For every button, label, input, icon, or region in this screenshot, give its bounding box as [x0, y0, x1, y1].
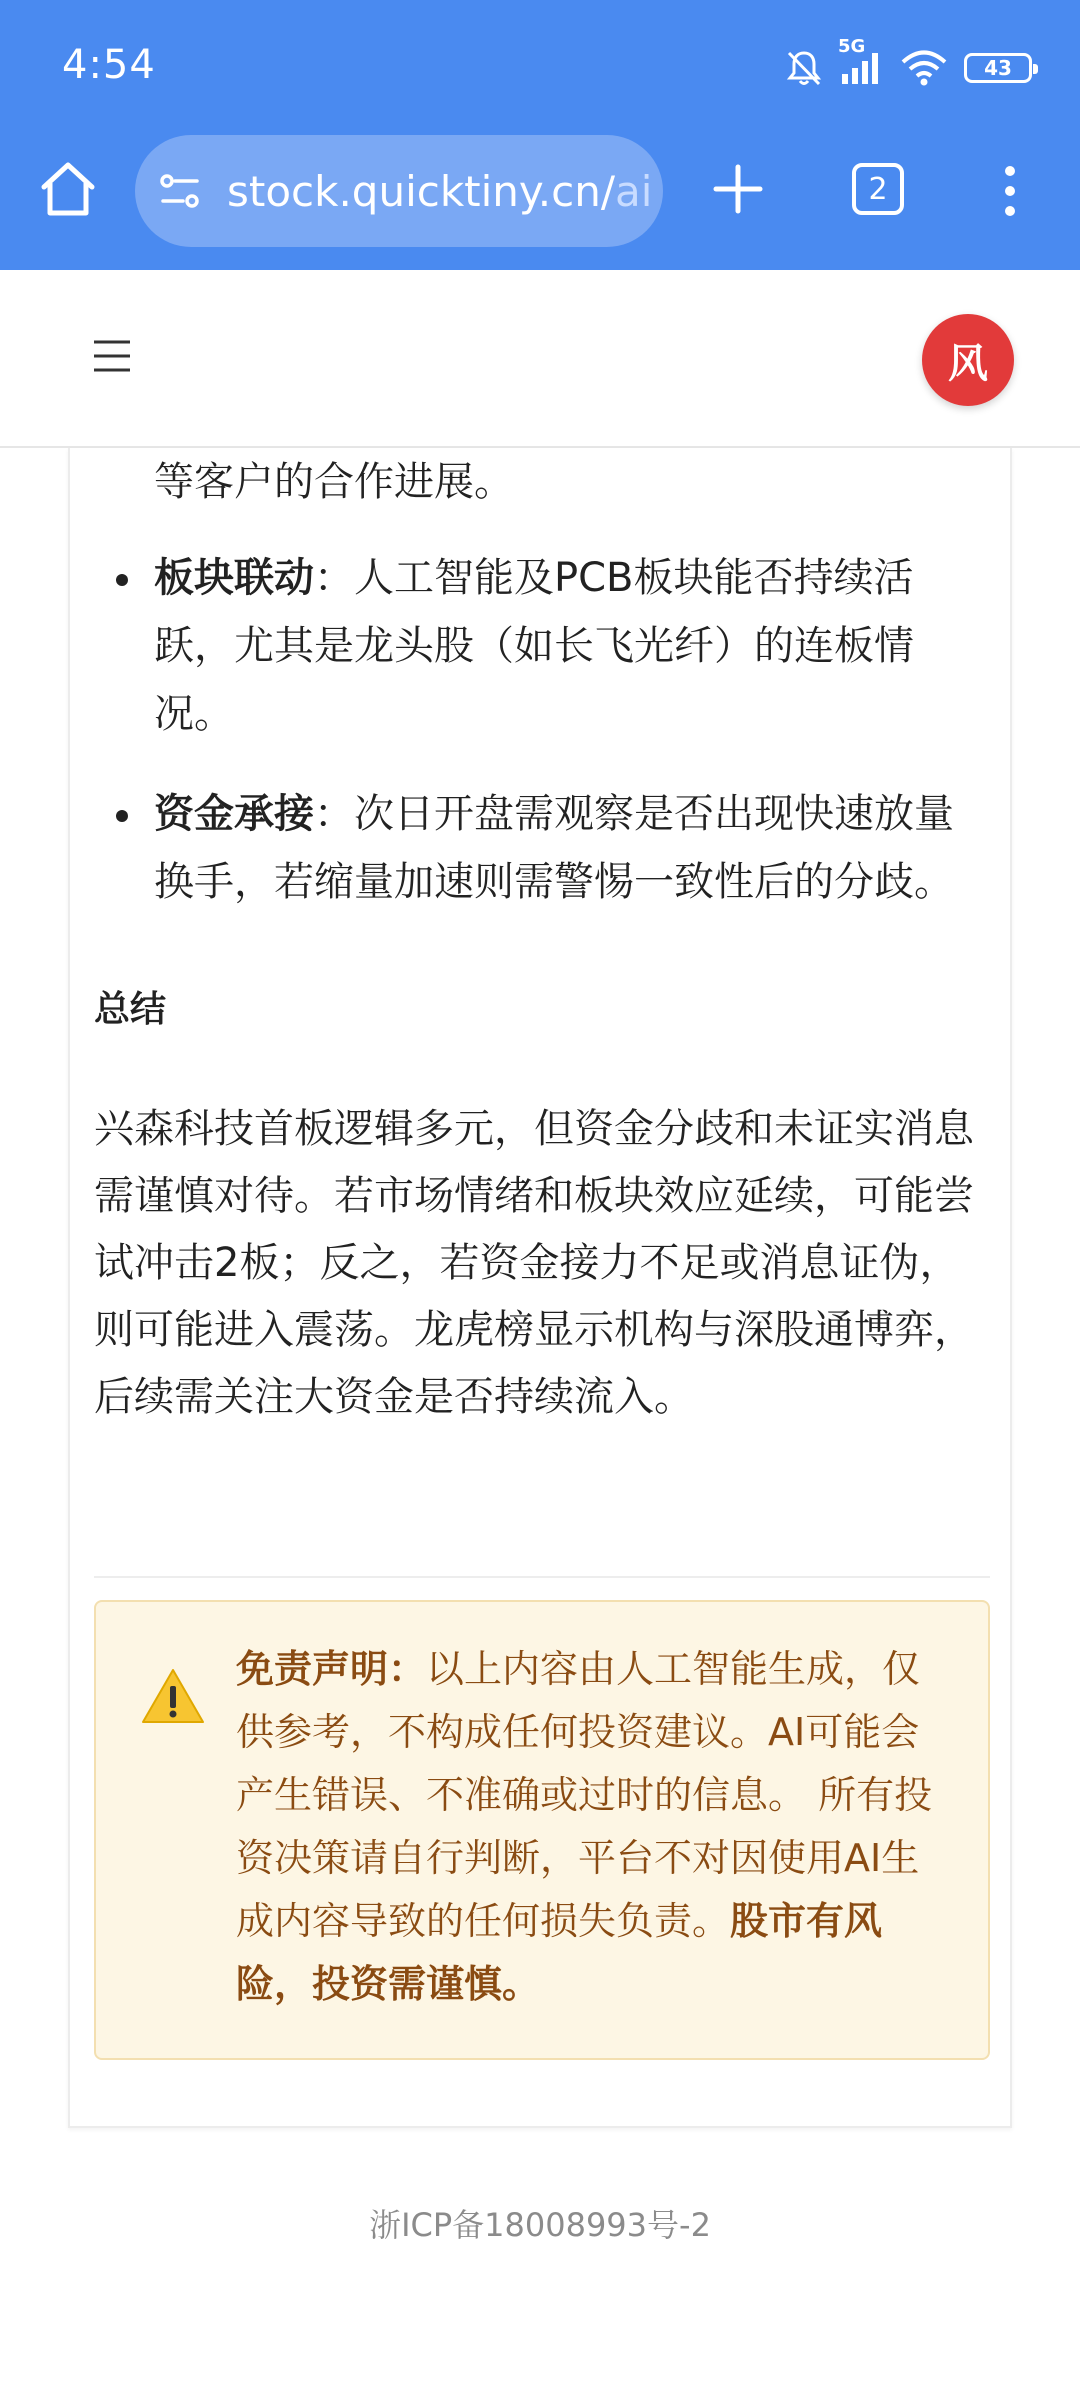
bullet-text: 人工智能及PCB板块能否持续活跃，尤其是龙头股（如长飞光纤）的连板情况。 [154, 555, 914, 737]
browser-toolbar [0, 135, 1080, 255]
list-item [94, 780, 990, 916]
url-text [227, 167, 652, 216]
avatar-initial: 风 [948, 340, 988, 387]
summary-paragraph: 兴森科技首板逻辑多元，但资金分歧和未证实消息需谨慎对待。若市场情绪和板块效应延续，可能尝试冲击2板；反之，若资金接力不足或消息证伪，则可能进入震荡。龙虎榜显示机构与深股通博弈，后续需关注大资金是否持续流入。 [94, 1106, 974, 1420]
address-bar[interactable] [135, 135, 663, 247]
more-menu-icon[interactable] [990, 159, 1030, 223]
icp-footer[interactable] [0, 2200, 1080, 2246]
disclaimer-body: 以上内容由人工智能生成，仅供参考，不构成任何投资建议。AI可能会产生错误、不准确或过时的信息。 所有投资决策请自行判断，平台不对因使用AI生成内容导致的任何损失负责。 [236, 1647, 933, 1943]
disclaimer-emphasis: 股市有风险，投资需谨慎。 [236, 1899, 883, 2006]
summary-heading: 总结 [94, 989, 167, 1030]
tab-switcher-button[interactable] [852, 163, 904, 215]
mute-bell-icon [784, 48, 824, 88]
disclaimer-box [94, 1600, 990, 2060]
warning-icon [140, 1666, 206, 1726]
article-content [94, 448, 990, 1431]
url-path: ai [615, 166, 653, 216]
network-type-label: 5G [838, 36, 866, 57]
url-host: stock.quicktiny.cn/ [227, 166, 616, 216]
article-card [68, 448, 1012, 2128]
list-item [94, 544, 990, 748]
disclaimer-label: 免责声明： [236, 1647, 427, 1691]
article-tail-line: 等客户的合作进展。 [154, 459, 514, 505]
bullet-text: 次日开盘需观察是否出现快速放量换手，若缩量加速则需警惕一致性后的分歧。 [154, 791, 954, 905]
user-avatar[interactable] [922, 314, 1014, 406]
bullet-term: 资金承接 [154, 791, 314, 837]
site-settings-icon[interactable] [155, 166, 205, 216]
home-icon[interactable] [36, 157, 100, 221]
site-header [0, 270, 1080, 448]
key-points-list [94, 544, 990, 916]
battery-icon [964, 53, 1032, 83]
icp-link[interactable]: 浙ICP备18008993号-2 [369, 2206, 711, 2244]
browser-chrome [0, 0, 1080, 270]
status-icons [784, 36, 1032, 92]
cellular-signal-icon [838, 36, 884, 86]
wifi-icon [900, 49, 948, 87]
divider [94, 1576, 990, 1578]
status-time: 4:54 [62, 42, 156, 88]
bullet-separator: ： [314, 791, 354, 837]
hamburger-menu-icon[interactable] [92, 336, 132, 376]
new-tab-icon[interactable] [706, 157, 770, 221]
tab-count: 2 [868, 171, 888, 207]
disclaimer-text [236, 1638, 956, 2016]
bullet-term: 板块联动 [154, 555, 314, 601]
bullet-separator: ： [314, 555, 354, 601]
battery-level: 43 [984, 56, 1012, 80]
status-bar [0, 0, 1080, 135]
